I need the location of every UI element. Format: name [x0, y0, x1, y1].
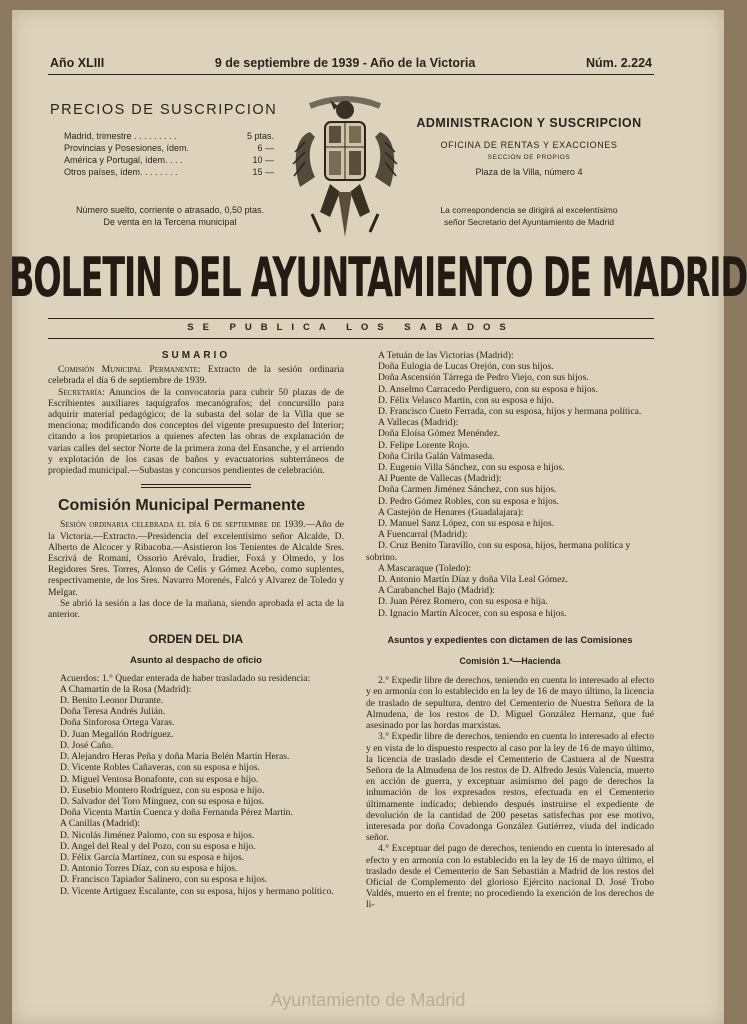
publication-frequency: SE PUBLICA LOS SABADOS	[187, 322, 515, 333]
list-item: Doña Ascensión Tárrega de Pedro Viejo, con sus hijos.	[378, 372, 589, 384]
admin-address: Plaza de la Villa, número 4	[475, 167, 583, 177]
admin-note-line: La correspondencia se dirigirá al excelentísimo	[440, 205, 618, 215]
archive-watermark: Ayuntamiento de Madrid	[270, 990, 466, 1010]
price-value: 15 —	[252, 167, 274, 177]
price-label: Madrid, trimestre . . . . . . . . .	[64, 131, 177, 141]
residence-list	[48, 684, 344, 897]
price-note	[50, 204, 290, 228]
price-row	[64, 130, 274, 142]
price-label: América y Portugal, ídem. . . .	[64, 155, 183, 165]
price-value: 5 ptas.	[246, 131, 274, 141]
sumario-lead: Comisión Municipal Permanente:	[58, 364, 201, 376]
list-item: D. Anselmo Carracedo Perdiguero, con su esposa e hijos.	[378, 383, 598, 395]
agreement-4: 4.° Exceptuar del pago de derechos, teniendo en cuenta lo interesado al efecto y en armonía con lo establecido en la ley de 16 de mayo último, el traslado desde el Cementerio de San Sebastián a Madrid de los restos del Oficial de Complemento del glorioso Ejército nacional D. José Trobo Valdés, muerto en el frente; no procediendo la exención de los derechos de li-	[366, 843, 654, 911]
price-row	[64, 166, 274, 178]
session-intro	[48, 519, 344, 597]
masthead-rule	[48, 318, 654, 319]
list-item: D. Alejandro Heras Peña y doña María Belén Martín Heras.	[60, 751, 290, 763]
subline-rule	[48, 338, 654, 339]
list-item: A Mascaraque (Toledo):	[378, 562, 472, 574]
list-item: D. Francisco Tapiador Salinero, con su esposa e hijos.	[60, 874, 268, 886]
admin-office: OFICINA DE RENTAS Y EXACCIONES	[440, 140, 618, 150]
sumario-item	[48, 364, 344, 386]
issue-date: 9 de septiembre de 1939 - Año de la Victoria	[214, 56, 476, 70]
price-table	[64, 130, 274, 178]
list-item: D. Ignacio Martín Alcocer, con su esposa e hijos.	[378, 607, 567, 619]
list-item: D. Juan Megallón Rodríguez.	[60, 728, 174, 740]
section-separator	[141, 484, 251, 488]
list-item: A Vallecas (Madrid):	[378, 417, 459, 429]
list-item: D. Vicente Artiguez Escalante, con su esposa, hijos y hermano político.	[60, 885, 334, 897]
right-column	[366, 350, 654, 911]
list-item: D. Salvador del Toro Mínguez, con su esposa e hijos.	[60, 795, 265, 807]
list-item: Al Puente de Vallecas (Madrid):	[378, 473, 502, 485]
list-item: Doña Eulogia de Lucas Orejón, con sus hijos.	[378, 361, 554, 373]
list-item: A Chamartín de la Rosa (Madrid):	[60, 683, 192, 695]
session-text: —Año de la Victoria.—Extracto.—Presidencia del excelentísimo señor Alcalde, D. Alberto de Alcocer y Ribacoba.—Asistieron los Tenientes de Alcalde Sres. Escrivá de Romaní, Ossorio Arévalo, Iradier, Foxá y Olmedo, y los Regidores Sres. Torres, Alonso de Celis y Gómez Acebo, como suplentes, respectivamente, de los Sres. Navarro Morenés, Falcó y Alvarez de Toledo y Melgar.	[48, 519, 344, 598]
admin-note	[404, 204, 654, 228]
price-row	[64, 142, 274, 154]
list-item: D. Cruz Benito Taravillo, con su esposa, hijos, hermana política y sobrino.	[366, 540, 631, 563]
list-item: A Carabanchel Bajo (Madrid):	[378, 585, 495, 597]
comision-title: Comisión Municipal Permanente	[58, 497, 306, 515]
price-note-line: De venta en la Tercena municipal	[103, 217, 237, 227]
admin-section: SECCION DE PROPIOS	[487, 154, 571, 161]
price-row	[64, 154, 274, 166]
agreement-3: 3.° Expedir libre de derechos, teniendo en cuenta lo interesado al efecto y en vista de lo dispuesto respecto al caso por la ley de 16 de mayo último, la licencia de traslado desde el Cementerio de Castuera al de Nuestra Señora de la Almudena de los restos de D. Alfredo Jesús Valencia, muerto en acción de guerra, y exceptuar asimismo del pago de derechos la inhumación de los expresados restos, efectuada en el Cementerio últimamente indicado; debiendo después instruirse el expediente de devolución de la cantidad de 200 pesetas satisfechas por ese motivo, interesada por doña Covadonga González Gutiérrez, viuda del indicado señor.	[366, 731, 654, 844]
list-item: Doña Carmen Jiménez Sánchez, con sus hijos.	[378, 484, 557, 496]
sumario-title: SUMARIO	[161, 350, 231, 361]
list-item: A Fuencarral (Madrid):	[378, 529, 468, 541]
precios-title: PRECIOS DE SUSCRIPCION	[50, 102, 278, 118]
list-item: A Castejón de Henares (Guadalajara):	[378, 506, 524, 518]
list-item: Doña Vicenta Martín Cuenca y doña Fernanda Pérez Martín.	[60, 807, 293, 819]
newspaper-page	[9, 10, 747, 1024]
price-label: Provincias y Posesiones, ídem.	[64, 143, 190, 153]
masthead-title: BOLETIN DEL AYUNTAMIENTO DE MADRID	[9, 246, 747, 309]
price-note-line: Número suelto, corriente o atrasado, 0,50 ptas.	[75, 205, 265, 215]
asunto-title: Asunto al despacho de oficio	[130, 655, 262, 667]
orden-del-dia-title: ORDEN DEL DIA	[148, 632, 244, 647]
issue-header	[50, 56, 652, 70]
list-item: Doña Sinforosa Ortega Varas.	[60, 717, 175, 729]
list-item: D. Benito Leonor Durante.	[60, 695, 164, 707]
admin-title: ADMINISTRACION Y SUSCRIPCION	[416, 116, 642, 130]
asuntos-title: Asuntos y expedientes con dictamen de las Comisiones	[387, 634, 633, 645]
list-item: A Canillas (Madrid):	[60, 818, 140, 830]
agreement-2: 2.° Expedir libre de derechos, teniendo en cuenta lo interesado al efecto y en armonía con lo establecido en la ley de 16 de mayo último, la licencia de traslado de sepultura, dentro del Cementerio de Nuestra Señora de la Almudena, de los restos de D. Miguel González Hernanz, que fué asesinado por las hordas marxistas.	[366, 675, 654, 732]
admin-block	[404, 116, 654, 177]
list-item: D. Juan Pérez Romero, con su esposa e hija.	[378, 596, 548, 608]
list-item: Doña Eloísa Gómez Menéndez.	[378, 428, 501, 440]
list-item: D. Vicente Robles Cañaveras, con su esposa e hijos.	[60, 762, 260, 774]
price-value: 6 —	[257, 143, 274, 153]
sumario-lead: Secretaría:	[58, 386, 105, 398]
list-item: D. Eusebio Montero Rodríguez, con su esposa e hijo.	[60, 784, 265, 796]
list-item: D. Nicolás Jiménez Palomo, con su esposa e hijos.	[60, 829, 255, 841]
list-item: D. Eugenio Villa Sánchez, con su esposa e hijos.	[378, 462, 565, 474]
issue-number: Núm. 2.224	[585, 56, 652, 70]
acuerdos-text: Acuerdos: 1.° Quedar enterada de haber trasladado su residencia:	[60, 672, 311, 684]
price-value: 10 —	[252, 155, 274, 165]
residence-list-continued	[366, 350, 654, 619]
list-item: D. Félix García Martínez, con su esposa e hijos.	[60, 851, 245, 863]
sumario-text: Extracto de la sesión ordinaria celebrada el día 6 de septiembre de 1939.	[48, 364, 344, 387]
list-item: D. Felipe Lorente Rojo.	[378, 439, 470, 451]
admin-note-line: señor Secretario del Ayuntamiento de Madrid	[444, 217, 614, 227]
masthead-wrap	[9, 238, 747, 318]
list-item: D. José Caño.	[60, 739, 114, 751]
list-item: D. Pedro Gómez Robles, con su esposa e hijos.	[378, 495, 559, 507]
list-item: D. Angel del Real y del Pozo, con su esposa e hijo.	[60, 840, 256, 852]
sumario-text: Anuncios de la convocatoria para cubrir 50 plazas de de Escribientes auxiliares taquígrafos mecanógrafos; del concursillo para adquirir material pedagógico; de la subasta del solar de la Villa que se menciona; modificando dos conceptos del vigente presupuesto del Interior; citando a los propietarios a quienes afecten las obras de explanación de varias calles del sector Norte de la primera zona del Ensanche, y el arriendo y explotación de los casas de baños y evacuatorios subterráneos de propiedad municipal.—Subastas y concursos pendientes de celebración.	[48, 386, 344, 477]
comision-hacienda-title: Comisión 1.ª—Hacienda	[459, 656, 561, 667]
session-lead: Sesión ordinaria celebrada el día 6 de septiembre de 1939.	[60, 519, 306, 531]
price-label: Otros países, ídem. . . . . . . .	[64, 167, 178, 177]
issue-year: Año XLIII	[50, 56, 105, 70]
list-item: Doña Teresa Andrés Julián.	[60, 706, 166, 718]
list-item: A Tetuán de las Victorias (Madrid):	[378, 350, 514, 361]
list-item: D. Miguel Ventosa Bonafonte, con su esposa e hijo.	[60, 773, 259, 785]
list-item: D. Félix Velasco Martín, con su esposa e hijo.	[378, 394, 554, 406]
left-column	[48, 350, 344, 897]
list-item: D. Manuel Sanz López, con su esposa e hijos.	[378, 518, 555, 530]
coat-of-arms-icon	[290, 92, 400, 240]
session-opening: Se abrió la sesión a las doce de la mañana, siendo aprobada el acta de la anterior.	[48, 597, 344, 621]
list-item: D. Antonio Martín Díaz y doña Vila Leal Gómez.	[378, 574, 569, 586]
list-item: D. Francisco Cueto Ferrada, con su esposa, hijos y hermana política.	[378, 406, 642, 418]
list-item: D. Antonio Torres Díaz, con su esposa e hijos.	[60, 863, 238, 875]
header-rule	[48, 74, 654, 75]
list-item: Doña Cirila Galán Valmaseda.	[378, 450, 495, 462]
sumario-item	[48, 387, 344, 477]
